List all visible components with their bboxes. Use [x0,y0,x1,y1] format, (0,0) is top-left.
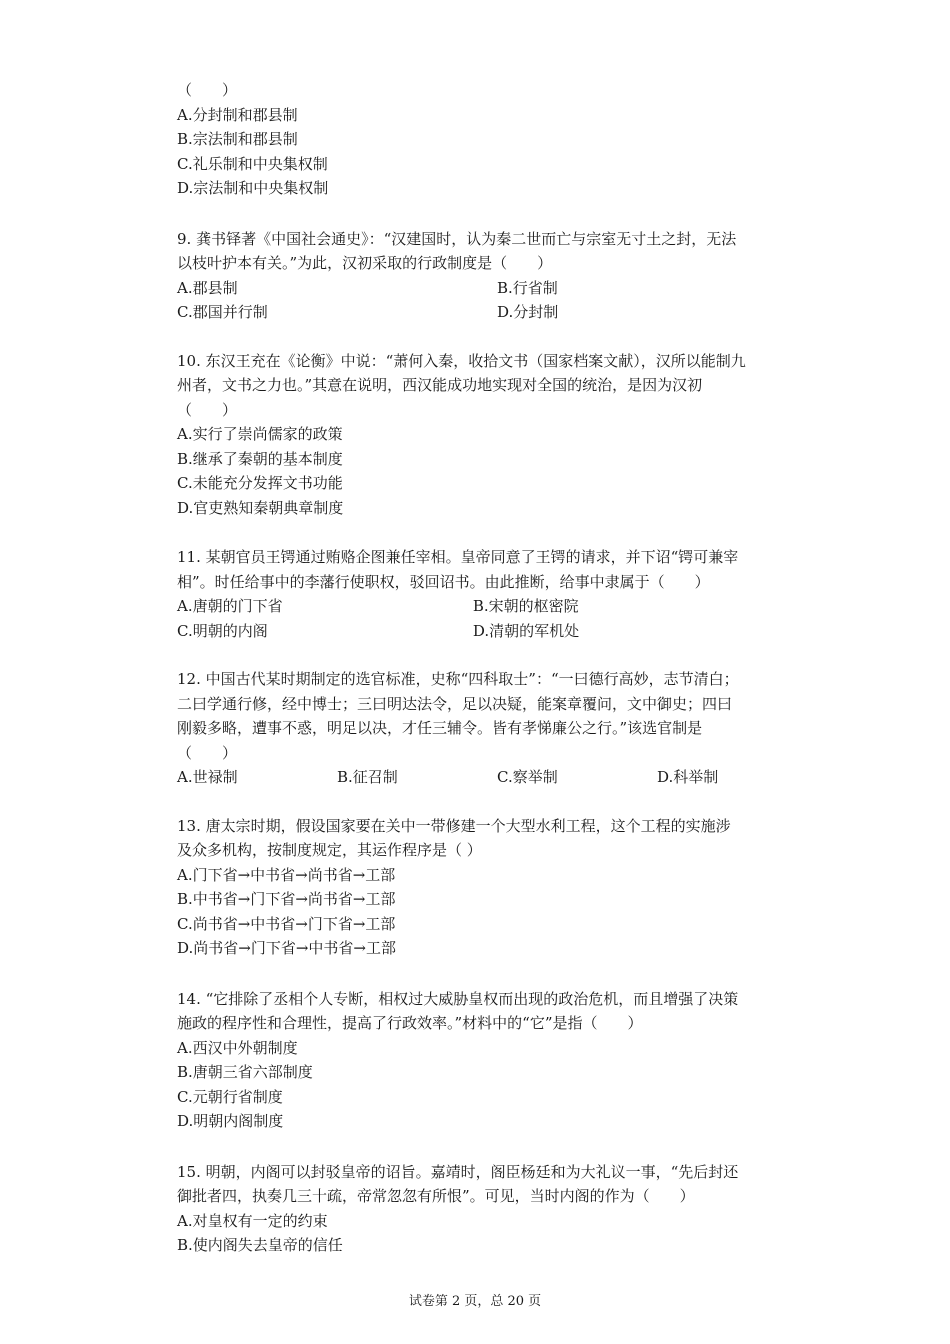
option-d: D.清朝的军机处 [472,621,580,640]
option-d: D.明朝内阁制度 [177,1112,284,1130]
question-text-line: 御批者四，执奏几三十疏，帝常忽忽有所恨”。可见，当时内阁的作为（ ） [177,1187,695,1205]
option-b: B.宋朝的枢密院 [472,597,579,615]
question-text-line: 14. “它排除了丞相个人专断，相权过大威胁皇权而出现的政治危机，而且增强了决策 [177,989,739,1008]
option-b: B.中书省→门下省→尚书省→工部 [177,890,396,908]
option-a: A.对皇权有一定的约束 [177,1211,328,1230]
question-text-line: 相”。时任给事中的李藩行使职权，驳回诏书。由此推断，给事中隶属于（ ） [177,572,710,591]
question-text-line: 二曰学通行修，经中博士；三曰明达法令，足以决疑，能案章覆问，文中御史；四曰 [177,694,733,713]
option-b: B.使内阁失去皇帝的信任 [177,1236,343,1254]
option-d: D.分封制 [497,303,559,321]
question-10 [177,349,817,521]
options-row [177,276,817,301]
options-row [177,300,817,325]
question-13 [177,814,817,961]
question-text-line: 13. 唐太宗时期，假设国家要在关中一带修建一个大型水利工程，这个工程的实施涉 [177,816,731,835]
option-b: B.征召制 [337,768,398,786]
question-8 [177,78,817,201]
exam-page-body [177,78,817,1258]
option-b: B.宗法制和郡县制 [177,130,298,148]
question-11 [177,545,817,643]
option-a: A.世禄制 [177,768,238,786]
question-text-line: 刚毅多略，遭事不惑，明足以决，才任三辅令。皆有孝悌廉公之行。”该选官制是 [177,719,703,737]
question-14 [177,987,817,1134]
option-a: A.实行了崇尚儒家的政策 [177,425,343,443]
question-text-line: 15. 明朝，内阁可以封驳皇帝的诏旨。嘉靖时，阁臣杨廷和为大礼议一事，“先后封还 [177,1162,739,1181]
question-text-line: 11. 某朝官员王锷通过贿赂企图兼任宰相。皇帝同意了王锷的请求，并下诏“锷可兼宰 [177,548,739,566]
options-row [177,765,817,790]
option-a: A.郡县制 [177,278,238,297]
question-paren: （ ） [177,400,238,419]
options-row [177,594,817,619]
option-b: B.唐朝三省六部制度 [177,1063,313,1081]
question-paren: （ ） [177,743,238,762]
question-text-line: 以枝叶护本有关。”为此，汉初采取的行政制度是（ ） [177,254,553,272]
option-c: C.明朝的内阁 [177,621,268,640]
question-text-line: 及众多机构，按制度规定，其运作程序是（ ） [177,841,482,859]
option-b: B.行省制 [497,278,558,297]
option-a: A.分封制和郡县制 [177,105,298,124]
option-b: B.继承了秦朝的基本制度 [177,449,343,468]
question-text-line: 9. 龚书铎著《中国社会通史》：“汉建国时，认为秦二世而亡与宗室无寸土之封，无法 [177,229,737,248]
question-text-line: 10. 东汉王充在《论衡》中说：“萧何入秦，收拾文书（国家档案文献），汉所以能制九 [177,351,746,370]
option-d: D.科举制 [657,768,719,786]
question-text-line: 州者，文书之力也。”其意在说明，西汉能成功地实现对全国的统治，是因为汉初 [177,376,703,394]
question-paren: （ ） [177,81,238,99]
option-c: C.元朝行省制度 [177,1087,283,1106]
page-footer: 试卷第 2 页，总 20 页 [408,1294,542,1309]
question-9 [177,227,817,325]
option-a: A.唐朝的门下省 [177,597,283,615]
question-text-line: 施政的程序性和合理性，提高了行政效率。”材料中的“它”是指（ ） [177,1014,643,1032]
option-d: D.官吏熟知秦朝典章制度 [177,498,344,517]
option-a: A.西汉中外朝制度 [177,1038,298,1057]
option-d: D.宗法制和中央集权制 [177,179,329,197]
question-15 [177,1160,817,1258]
option-c: C.察举制 [497,768,558,786]
option-c: C.未能充分发挥文书功能 [177,474,343,492]
option-c: C.尚书省→中书省→门下省→工部 [177,914,396,933]
option-a: A.门下省→中书省→尚书省→工部 [177,865,396,884]
option-c: C.礼乐制和中央集权制 [177,154,328,173]
question-text-line: 12. 中国古代某时期制定的选官标准，史称“四科取士”：“一曰德行高妙，志节清白； [177,670,739,688]
question-12 [177,667,817,790]
option-c: C.郡国并行制 [177,303,268,321]
options-row [177,619,817,644]
option-d: D.尚书省→门下省→中书省→工部 [177,939,396,957]
